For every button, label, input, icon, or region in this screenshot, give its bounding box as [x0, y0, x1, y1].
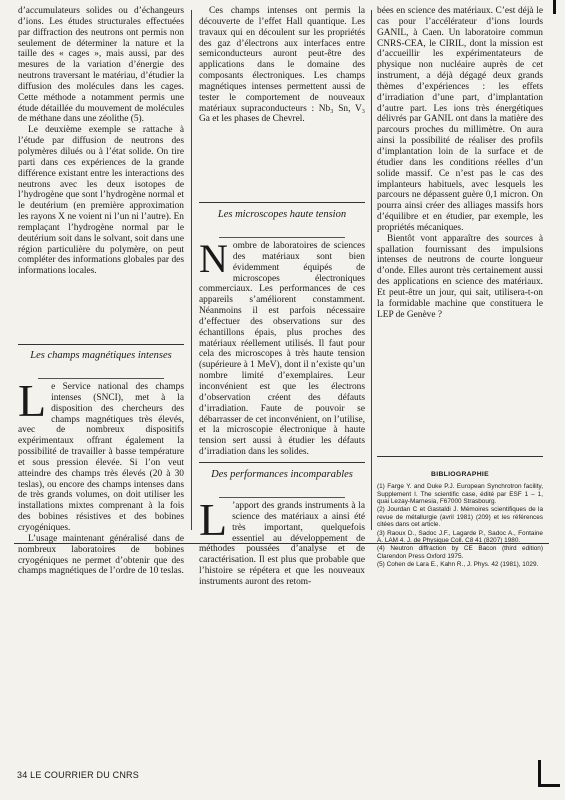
drop-cap: L — [18, 375, 47, 426]
section-rule — [38, 378, 164, 379]
column-2 — [199, 6, 365, 125]
paragraph: ombre de laboratoires de sciences des matériaux sont bien évidemment équipés de microscopes électroniques commerciaux. Les performances de ces appareils s’améliorent constamment. Néanmoins il est parfois nécessaire d’effectuer des observations sur des échantillons épais, plus proches des matériaux réellement utilisés. Il faut pour cela des microscopes à très haute tension (supérieure à 1 MeV), dont il n’existe qu’un nombre limité d’exemplaires. Leur inconvénient est que les électrons d’observation créent des défauts d’irradiation. Faute de pouvoir se débarrasser de cet inconvénient, on l’utilise, et la microscopie électronique à haute tension sert aussi à étudier les défauts d’irradiation dans les solides. — [199, 241, 365, 458]
section-rule — [199, 202, 365, 203]
bibliography-item: (2) Jourdan C et Gastaldi J. Mémoires scientifiques de la revue de métallurgie (avril 1981) (209) et les références citées dans cet article. — [377, 506, 543, 529]
section-heading-microscopes: Les microscopes haute tension — [217, 209, 347, 220]
column-3 — [377, 6, 543, 320]
section-heading-champs: Les champs magnétiques intenses — [30, 350, 172, 361]
bibliography-item: (5) Cohen de Lara E., Kahn R., J. Phys. 42 (1981), 1029. — [377, 560, 539, 568]
bibliography-title: BIBLIOGRAPHIE — [431, 471, 489, 478]
section-body-microscopes — [199, 236, 365, 458]
scan-corner-mark — [538, 760, 541, 786]
page-footer: 34 LE COURRIER DU CNRS — [17, 770, 139, 780]
column-1 — [18, 6, 184, 277]
section-body-performances — [199, 494, 365, 588]
section-rule — [18, 344, 184, 345]
bibliography-list — [377, 483, 543, 569]
scan-corner-mark — [538, 784, 560, 787]
paragraph: L’usage maintenant généralisé dans de nombreux laboratoires de bobines cryogéniques ne permet d’obtenir que des champs magnétiques de l’ordre de 10 teslas. — [18, 533, 184, 577]
section-rule — [219, 237, 345, 238]
bibliography-item: (4) Neutron diffraction by CE Bacon (third edition) Clarendon Press Oxford 1975. — [377, 545, 543, 560]
paragraph: bées en science des matériaux. C’est déjà le cas pour l’accélérateur d’ions lourds GANIL, à Caen. Un laboratoire commun CNRS-CEA, le CIRIL, dont la mission est d’accueillir les expérimentateurs de physique non nucléaire auprès de cet instrument, a déjà dégagé deux grands thèmes d’expériences : les effets d’irradiation d’une part, d’implantation d’autre part. Les ions très énergétiques délivrés par GANIL ont dans la matière des parcours proches du millimètre. On aura ainsi la possibilité de réaliser des profils d’implantation loin de la surface et de étudier dans les conditions réelles d’un solide massif. Ce n’est pas le cas des implanteurs habituels, avec lesquels les parcours ne dépassent guère 0,1 micron. On pourra ainsi créer des alliages massifs hors d’équilibre et en étudier, par exemple, les propriétés mécaniques. — [377, 6, 543, 233]
paragraph: ’apport des grands instruments à la science des matériaux a ainsi été très important, quelquefois essentiel au développement de méthodes poussées d’analyse et de caractérisation. Il est plus que probable que l’histoire se répétera et que les nouveaux instruments auront des retom- — [199, 501, 365, 587]
paragraph: Ces champs intenses ont permis la découverte de l’effet Hall quantique. Les travaux qui en découlent sur les propriétés des gaz d’électrons aux interfaces entre semiconducteurs auront peut-être des applications dans le domaine des composants électroniques. Les champs magnétiques intenses permettent aussi de tester le comportement de nouveaux matériaux supraconducteurs : Nb₃ Sn, V₃ Ga et les phases de Chevrel. — [199, 6, 365, 125]
drop-cap: L — [199, 494, 228, 545]
paragraph: Bientôt vont apparaître des sources à spallation fournissant des impulsions intenses de neutrons de courte longueur d’onde. Elles auront très certainement aussi des applications en science des matériaux. Et peut-être un jour, qui sait, utilisera-t-on la formidable machine que constituera le LEP de Genève ? — [377, 233, 543, 320]
scan-corner-mark — [553, 0, 556, 14]
paragraph: Le deuxième exemple se rattache à l’étude par diffusion de neutrons des polymères dilués ou à l’état solide. On tire parti dans ces expériences de la grande différence existant entre les interactions des neutrons avec les deux isotopes de l’hydrogène que sont l’hydrogène normal et le deutérium (en première approximation les rayons X ne voient ni l’un ni l’autre). En remplaçant l’hydrogène normal par le deutérium soit dans le solvant, soit dans une région particulière du polymère, on peut compléter des informations globales par des informations locales. — [18, 125, 184, 277]
section-rule — [199, 462, 365, 463]
drop-cap: N — [199, 236, 228, 281]
paragraph: e Service national des champs intenses (SNCI), met à la disposition des chercheurs des champs magnétiques très élevés, avec de nombreux dispositifs expérimentaux offrant également la possibilité de travailler à basse température et sous pression élevée. Si l’on veut atteindre des champs très élevés (20 à 30 teslas), ou encore des champs intenses dans de très grands volumes, on doit utiliser les installations mixtes comprenant à la fois des bobines résistives et des bobines cryogéniques. — [18, 382, 184, 533]
bibliography-item: (3) Raoux D., Sadoc J.F., Lagarde P., Sadoc A., Fontaine A. LAM 4. J. de Physique Coll. C8 41 (8207) 1980. — [377, 529, 543, 545]
section-body-champs — [18, 375, 184, 577]
column-divider — [191, 10, 192, 530]
column-divider — [371, 10, 372, 530]
section-heading-performances: Des performances incomparables — [211, 469, 353, 480]
section-rule — [377, 456, 543, 457]
bibliography-item: (1) Farge Y. and Duke P.J. European Synchrotron facility, Supplement I. The scientific case, édité par ESF 1 – 1, quai Lezay-Marnesia, F67000 Strasbourg. — [377, 483, 543, 506]
paragraph: d’accumulateurs solides ou d’échangeurs d’ions. Les études structurales effectuées par diffraction des neutrons ont permis non seulement de déterminer la nature et la taille des « cages », mais aussi, par des mesures de la variation d’énergie des neutrons traversant le matériau, d’étudier la diffusion des molécules dans les cages. Cette méthode a notamment permis une étude détaillée du mouvement de molécules de méthane dans une zéolithe (5). — [18, 6, 184, 125]
page-bottom-rule — [14, 543, 549, 544]
section-rule — [219, 497, 345, 498]
